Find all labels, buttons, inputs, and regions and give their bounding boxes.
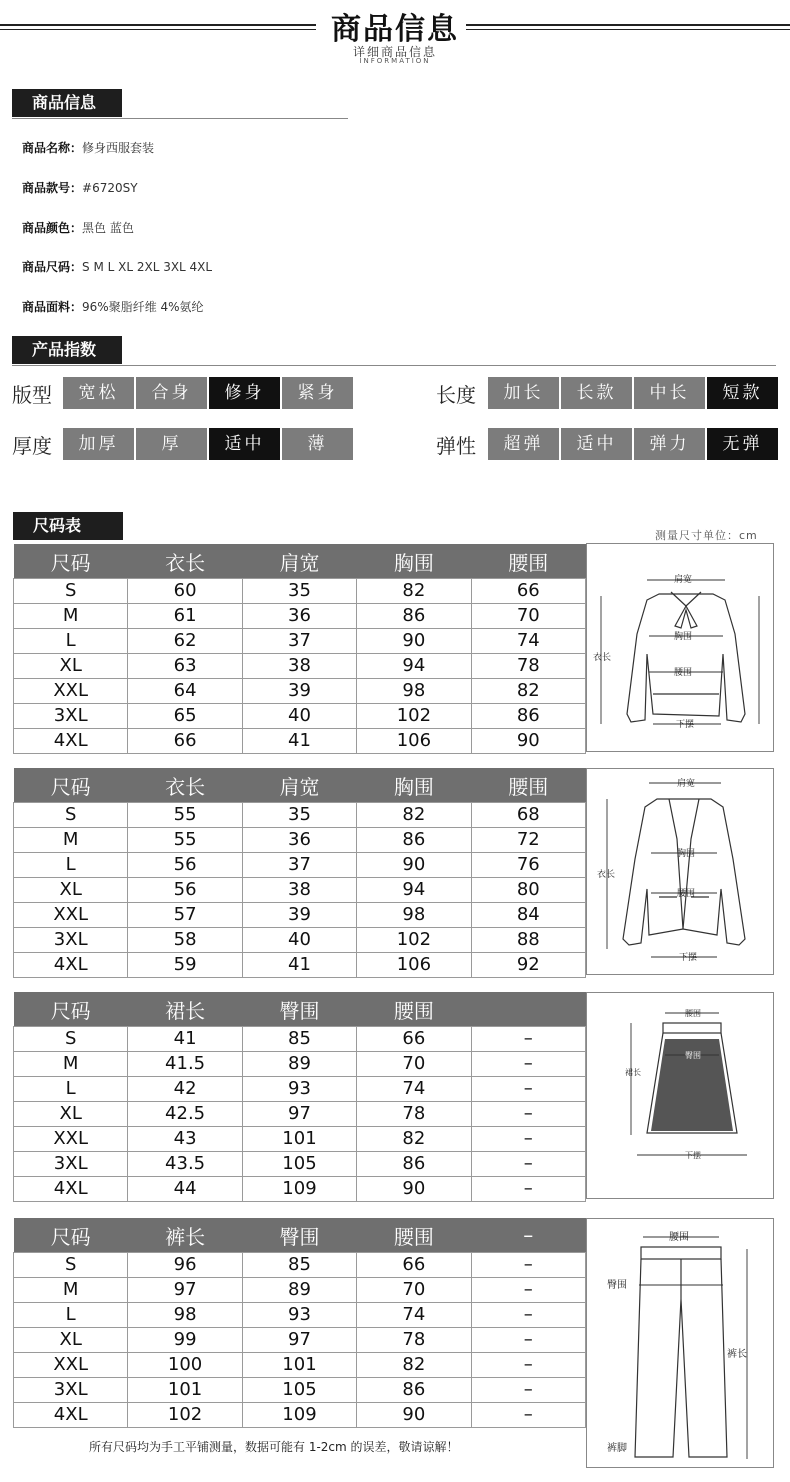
- table-cell: XXL: [14, 903, 128, 928]
- table-cell: 56: [128, 853, 242, 878]
- table-cell: 105: [242, 1378, 356, 1403]
- table-cell: 37: [242, 629, 356, 654]
- pants-drawing: [587, 1219, 773, 1467]
- label-length: 裤长: [727, 1349, 747, 1360]
- table-cell: 82: [357, 803, 471, 828]
- table-cell: 74: [471, 629, 585, 654]
- table-row: [14, 878, 586, 903]
- table-cell: 68: [471, 803, 585, 828]
- table-cell: XXL: [14, 1127, 128, 1152]
- table-cell: L: [14, 853, 128, 878]
- table-cell: 85: [242, 1027, 356, 1052]
- label-waist: 腰围: [669, 1232, 689, 1243]
- table-cell: 60: [128, 579, 242, 604]
- table-cell: 41: [242, 729, 356, 754]
- index-option: 弹力: [634, 428, 705, 460]
- page-title: 商品信息: [331, 12, 459, 47]
- table-cell: 90: [357, 1177, 471, 1202]
- table-cell: 90: [357, 853, 471, 878]
- table-cell: 42: [128, 1077, 242, 1102]
- table-row: [14, 629, 586, 654]
- index-option: 适中: [561, 428, 632, 460]
- table-cell: 41: [242, 953, 356, 978]
- info-row-sizes: [22, 258, 212, 275]
- table-header-cell: 肩宽: [242, 544, 356, 579]
- table-header-cell: 尺码: [14, 768, 128, 803]
- table-cell: 109: [242, 1177, 356, 1202]
- table-cell: 3XL: [14, 704, 128, 729]
- label-cuff: 裤脚: [607, 1443, 627, 1454]
- table-cell: 101: [242, 1127, 356, 1152]
- table-row: [14, 1353, 586, 1378]
- table-cell: –: [471, 1278, 585, 1303]
- table-cell: XL: [14, 1328, 128, 1353]
- table-cell: 92: [471, 953, 585, 978]
- skirt-diagram: [586, 992, 774, 1199]
- table-cell: –: [471, 1127, 585, 1152]
- info-row-fabric: [22, 298, 204, 315]
- table-cell: –: [471, 1102, 585, 1127]
- label-chest: 胸围: [677, 849, 696, 859]
- table-cell: 4XL: [14, 1403, 128, 1428]
- table-row: [14, 1102, 586, 1127]
- table-cell: 86: [357, 604, 471, 629]
- table-header-cell: 胸围: [357, 544, 471, 579]
- table-cell: –: [471, 1177, 585, 1202]
- table-row: [14, 1052, 586, 1077]
- table-cell: XXL: [14, 1353, 128, 1378]
- table-header-cell: 腰围: [357, 992, 471, 1027]
- size-table: [13, 992, 586, 1202]
- index-option: 加厚: [63, 428, 134, 460]
- table-cell: 84: [471, 903, 585, 928]
- skirt-drawing: [587, 993, 773, 1198]
- table-cell: 94: [357, 654, 471, 679]
- table-cell: 40: [242, 928, 356, 953]
- table-cell: 65: [128, 704, 242, 729]
- info-key: 商品名称：: [22, 141, 83, 155]
- table-cell: 59: [128, 953, 242, 978]
- info-value: #6720SY: [82, 181, 138, 195]
- table-cell: 82: [357, 579, 471, 604]
- index-option: 超弹: [488, 428, 559, 460]
- table-cell: 76: [471, 853, 585, 878]
- table-cell: 88: [471, 928, 585, 953]
- table-cell: 109: [242, 1403, 356, 1428]
- table-cell: 85: [242, 1253, 356, 1278]
- table-header-cell: 臀围: [242, 1218, 356, 1253]
- table-cell: 4XL: [14, 1177, 128, 1202]
- table-cell: 74: [357, 1303, 471, 1328]
- table-header-row: [14, 544, 586, 579]
- table-row: [14, 1253, 586, 1278]
- table-cell: XL: [14, 654, 128, 679]
- pants-diagram: [586, 1218, 774, 1468]
- index-option: 短款: [707, 377, 778, 409]
- table-cell: S: [14, 803, 128, 828]
- table-cell: 55: [128, 828, 242, 853]
- table-cell: 44: [128, 1177, 242, 1202]
- label-shoulder: 肩宽: [674, 575, 693, 585]
- table-cell: 63: [128, 654, 242, 679]
- table-row: [14, 729, 586, 754]
- table-row: [14, 903, 586, 928]
- table-cell: 41.5: [128, 1052, 242, 1077]
- table-cell: 100: [128, 1353, 242, 1378]
- size-table: [13, 544, 586, 754]
- table-cell: 62: [128, 629, 242, 654]
- label-chest: 胸围: [674, 632, 693, 642]
- index-option: 修身: [209, 377, 280, 409]
- index-section-label: 产品指数: [12, 336, 122, 364]
- table-cell: 98: [357, 903, 471, 928]
- table-cell: 3XL: [14, 1378, 128, 1403]
- index-option: 紧身: [282, 377, 353, 409]
- table-cell: 97: [128, 1278, 242, 1303]
- table-cell: XXL: [14, 679, 128, 704]
- label-waist: 腰围: [685, 1009, 701, 1018]
- table-header-cell: 衣长: [128, 768, 242, 803]
- table-cell: –: [471, 1403, 585, 1428]
- unit-note: 测量尺寸单位：cm: [655, 529, 758, 542]
- table-cell: 35: [242, 803, 356, 828]
- table-cell: –: [471, 1353, 585, 1378]
- table-header-cell: 腰围: [471, 768, 585, 803]
- size-table: [13, 768, 586, 978]
- table-cell: 90: [471, 729, 585, 754]
- table-header-row: [14, 768, 586, 803]
- label-waist: 腰围: [674, 668, 693, 678]
- table-cell: 74: [357, 1077, 471, 1102]
- table-cell: 78: [357, 1102, 471, 1127]
- label-hem: 下摆: [685, 1151, 701, 1160]
- table-header-cell: 尺码: [14, 992, 128, 1027]
- table-row: [14, 654, 586, 679]
- info-value: 黑色 蓝色: [82, 221, 134, 235]
- table-cell: S: [14, 1027, 128, 1052]
- table-row: [14, 953, 586, 978]
- label-hip: 臀围: [685, 1051, 701, 1060]
- info-row-name: [22, 139, 154, 156]
- table-header-cell: –: [471, 1218, 585, 1253]
- table-header-cell: 裙长: [128, 992, 242, 1027]
- index-option: 无弹: [707, 428, 778, 460]
- measurement-note: 所有尺码均为手工平铺测量，数据可能有 1-2cm 的误差，敬请谅解！: [89, 1440, 459, 1454]
- info-value: 修身西服套装: [82, 141, 155, 155]
- table-cell: 94: [357, 878, 471, 903]
- info-key: 商品颜色：: [22, 221, 83, 235]
- table-cell: 38: [242, 878, 356, 903]
- table-cell: 98: [128, 1303, 242, 1328]
- index-option: 长款: [561, 377, 632, 409]
- table-cell: L: [14, 1077, 128, 1102]
- table-row: [14, 1403, 586, 1428]
- table-cell: 41: [128, 1027, 242, 1052]
- table-cell: 38: [242, 654, 356, 679]
- table-header-cell: 衣长: [128, 544, 242, 579]
- table-cell: 66: [128, 729, 242, 754]
- table-header-cell: 尺码: [14, 1218, 128, 1253]
- table-cell: –: [471, 1052, 585, 1077]
- table-cell: M: [14, 1052, 128, 1077]
- table-cell: 86: [357, 1152, 471, 1177]
- page-subtitle-en: INFORMATION: [359, 57, 431, 65]
- table-cell: 93: [242, 1303, 356, 1328]
- table-header-row: [14, 992, 586, 1027]
- table-cell: 86: [471, 704, 585, 729]
- table-cell: –: [471, 1152, 585, 1177]
- table-header-cell: 腰围: [471, 544, 585, 579]
- table-cell: 40: [242, 704, 356, 729]
- table-cell: 3XL: [14, 1152, 128, 1177]
- table-cell: 97: [242, 1328, 356, 1353]
- info-value: 96%聚脂纤维 4%氨纶: [82, 300, 204, 314]
- table-cell: 61: [128, 604, 242, 629]
- label-hem: 下摆: [679, 953, 698, 963]
- table-cell: 86: [357, 1378, 471, 1403]
- table-cell: –: [471, 1027, 585, 1052]
- table-cell: 96: [128, 1253, 242, 1278]
- table-row: [14, 853, 586, 878]
- table-row: [14, 604, 586, 629]
- table-row: [14, 1127, 586, 1152]
- index-option: 中长: [634, 377, 705, 409]
- info-value: S M L XL 2XL 3XL 4XL: [82, 260, 213, 274]
- table-cell: 39: [242, 903, 356, 928]
- table-cell: S: [14, 1253, 128, 1278]
- table-row: [14, 1378, 586, 1403]
- info-section-label: 商品信息: [12, 89, 122, 117]
- top-diagram: [586, 543, 774, 752]
- index-option: 适中: [209, 428, 280, 460]
- table-cell: 82: [357, 1353, 471, 1378]
- table-cell: 57: [128, 903, 242, 928]
- table-header-cell: 尺码: [14, 544, 128, 579]
- index-row-label: 长度: [436, 383, 476, 407]
- table-cell: 66: [357, 1253, 471, 1278]
- table-cell: 102: [357, 704, 471, 729]
- table-cell: 35: [242, 579, 356, 604]
- table-row: [14, 679, 586, 704]
- table-cell: 55: [128, 803, 242, 828]
- table-cell: 43.5: [128, 1152, 242, 1177]
- table-cell: 99: [128, 1328, 242, 1353]
- table-row: [14, 1152, 586, 1177]
- index-row-label: 厚度: [12, 434, 52, 458]
- blouse-drawing: [587, 544, 773, 751]
- table-cell: 80: [471, 878, 585, 903]
- table-cell: 66: [471, 579, 585, 604]
- table-cell: 102: [128, 1403, 242, 1428]
- table-cell: 42.5: [128, 1102, 242, 1127]
- table-header-cell: 裤长: [128, 1218, 242, 1253]
- table-cell: 58: [128, 928, 242, 953]
- info-section-rule: [12, 118, 348, 119]
- index-option: 加长: [488, 377, 559, 409]
- info-key: 商品尺码：: [22, 260, 83, 274]
- table-row: [14, 1177, 586, 1202]
- table-row: [14, 1328, 586, 1353]
- table-cell: L: [14, 629, 128, 654]
- table-row: [14, 1278, 586, 1303]
- label-hem: 下摆: [676, 720, 695, 730]
- label-length: 衣长: [593, 653, 612, 663]
- table-header-cell: [471, 992, 585, 1027]
- table-cell: 4XL: [14, 729, 128, 754]
- table-row: [14, 1303, 586, 1328]
- table-header-cell: 臀围: [242, 992, 356, 1027]
- table-cell: 70: [357, 1052, 471, 1077]
- info-row-style-no: [22, 179, 138, 196]
- info-key: 商品款号：: [22, 181, 83, 195]
- index-option: 厚: [136, 428, 207, 460]
- page-subtitle: 详细商品信息: [352, 45, 437, 59]
- table-header-cell: 腰围: [357, 1218, 471, 1253]
- index-row-label: 弹性: [436, 434, 476, 458]
- table-cell: 82: [471, 679, 585, 704]
- table-header-cell: 胸围: [357, 768, 471, 803]
- table-cell: 4XL: [14, 953, 128, 978]
- table-header-cell: 肩宽: [242, 768, 356, 803]
- label-hip: 臀围: [607, 1280, 627, 1291]
- jacket-diagram: [586, 768, 774, 975]
- table-cell: XL: [14, 878, 128, 903]
- table-cell: 70: [471, 604, 585, 629]
- table-cell: 106: [357, 953, 471, 978]
- table-cell: 86: [357, 828, 471, 853]
- size-table: [13, 1218, 586, 1428]
- label-waist: 腰围: [677, 889, 696, 899]
- table-cell: 56: [128, 878, 242, 903]
- table-row: [14, 828, 586, 853]
- index-option: 宽松: [63, 377, 134, 409]
- table-cell: –: [471, 1303, 585, 1328]
- index-option: 合身: [136, 377, 207, 409]
- table-cell: 89: [242, 1052, 356, 1077]
- table-header-row: [14, 1218, 586, 1253]
- table-cell: 36: [242, 828, 356, 853]
- table-cell: 90: [357, 629, 471, 654]
- jacket-drawing: [587, 769, 773, 974]
- table-row: [14, 579, 586, 604]
- table-cell: 78: [357, 1328, 471, 1353]
- table-row: [14, 1027, 586, 1052]
- table-cell: M: [14, 828, 128, 853]
- info-row-color: [22, 219, 134, 236]
- table-cell: 43: [128, 1127, 242, 1152]
- size-section-label: 尺码表: [13, 512, 123, 540]
- table-cell: 72: [471, 828, 585, 853]
- table-cell: 93: [242, 1077, 356, 1102]
- table-cell: 66: [357, 1027, 471, 1052]
- table-cell: 101: [128, 1378, 242, 1403]
- label-length: 衣长: [597, 870, 616, 880]
- table-cell: –: [471, 1253, 585, 1278]
- info-key: 商品面料：: [22, 300, 83, 314]
- table-cell: –: [471, 1077, 585, 1102]
- table-cell: –: [471, 1328, 585, 1353]
- table-cell: 89: [242, 1278, 356, 1303]
- table-row: [14, 803, 586, 828]
- table-cell: 36: [242, 604, 356, 629]
- table-cell: –: [471, 1378, 585, 1403]
- table-cell: 64: [128, 679, 242, 704]
- table-cell: L: [14, 1303, 128, 1328]
- index-row-label: 版型: [12, 383, 52, 407]
- table-cell: 37: [242, 853, 356, 878]
- table-cell: S: [14, 579, 128, 604]
- table-cell: M: [14, 604, 128, 629]
- table-cell: XL: [14, 1102, 128, 1127]
- table-cell: 105: [242, 1152, 356, 1177]
- table-cell: 82: [357, 1127, 471, 1152]
- table-cell: M: [14, 1278, 128, 1303]
- table-cell: 106: [357, 729, 471, 754]
- index-section-rule: [12, 365, 776, 366]
- table-cell: 3XL: [14, 928, 128, 953]
- table-row: [14, 928, 586, 953]
- table-cell: 102: [357, 928, 471, 953]
- table-cell: 70: [357, 1278, 471, 1303]
- index-option: 薄: [282, 428, 353, 460]
- table-row: [14, 1077, 586, 1102]
- table-cell: 98: [357, 679, 471, 704]
- label-length: 裙长: [625, 1068, 641, 1077]
- table-cell: 78: [471, 654, 585, 679]
- table-cell: 39: [242, 679, 356, 704]
- table-cell: 90: [357, 1403, 471, 1428]
- table-cell: 101: [242, 1353, 356, 1378]
- table-cell: 97: [242, 1102, 356, 1127]
- table-row: [14, 704, 586, 729]
- label-shoulder: 肩宽: [677, 779, 696, 789]
